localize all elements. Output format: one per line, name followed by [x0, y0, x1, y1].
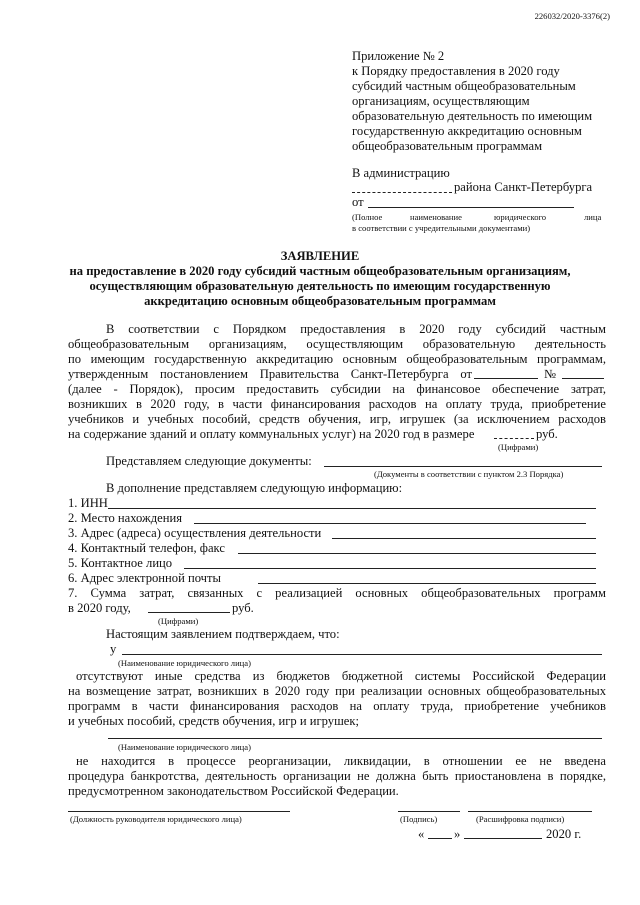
- body-text: не находится в процессе реорганизации, ликвидации, в отношении ее не введена: [76, 754, 606, 768]
- info-item: 2. Место нахождения: [68, 511, 183, 525]
- appendix-line: субсидий частным общеобразовательным: [352, 79, 576, 93]
- inn-blank[interactable]: [108, 508, 596, 509]
- appendix-line: общеобразовательным программам: [352, 139, 543, 153]
- info-item: 4. Контактный телефон, факс: [68, 541, 225, 555]
- documents-blank[interactable]: [324, 466, 602, 467]
- position-note: (Должность руководителя юридического лица): [70, 814, 242, 824]
- district-blank[interactable]: [352, 192, 452, 193]
- addressee-note: (Полное: [352, 212, 383, 222]
- confirm-text: Настоящим заявлением подтверждаем, что:: [106, 627, 340, 641]
- document-title: ЗАЯВЛЕНИЕ: [280, 249, 360, 263]
- addressee-note: в соответствии с учредительными документами): [352, 223, 531, 233]
- addressee-to: В администрацию: [352, 166, 450, 180]
- info-item: 6. Адрес электронной почты: [68, 571, 221, 585]
- signature-note: (Подпись): [400, 814, 438, 824]
- documents-note: (Документы в соответствии с пунктом 2.3 Порядка): [374, 469, 564, 479]
- body-text: по имеющим государственную аккредитацию основным общеобразовательным программам,: [68, 352, 606, 366]
- activity-address-blank[interactable]: [332, 538, 596, 539]
- amount-blank[interactable]: [494, 438, 534, 439]
- decree-number-blank[interactable]: [562, 378, 604, 379]
- addressee-note: юридического: [494, 212, 547, 222]
- body-text: утвержденным постановлением Правительства Санкт-Петербурга от: [68, 367, 472, 381]
- date-open-quote: «: [418, 827, 425, 841]
- body-text: на содержание зданий и оплату коммунальных услуг) на 2020 год в размере: [68, 427, 475, 441]
- body-text: отсутствуют иные средства из бюджетов бюджетной системы Российской Федерации: [76, 669, 606, 683]
- org-name-blank-2[interactable]: [108, 738, 602, 739]
- email-blank[interactable]: [258, 583, 596, 584]
- rub-label: руб.: [232, 601, 254, 615]
- appendix-title: Приложение № 2: [352, 49, 445, 63]
- applicant-name-blank[interactable]: [368, 207, 574, 208]
- decree-date-blank[interactable]: [474, 378, 538, 379]
- appendix-line: к Порядку предоставления в 2020 году: [352, 64, 560, 78]
- body-text: возникших в 2020 году, в части финансирования расходов на оплату труда, приобретение: [68, 397, 606, 411]
- figures-note: (Цифрами): [498, 442, 539, 452]
- body-text: учебников и учебных пособий, средств обучения, игр, игрушек (за исключением расходов: [68, 412, 606, 426]
- phone-fax-blank[interactable]: [238, 553, 596, 554]
- document-subtitle: на предоставление в 2020 году субсидий частным общеобразовательным организациям,: [69, 264, 571, 278]
- addressee-district: района Санкт-Петербурга: [454, 180, 593, 194]
- body-text: предусмотренном законодательством Российской Федерации.: [68, 784, 399, 798]
- position-blank[interactable]: [68, 811, 290, 812]
- contact-person-blank[interactable]: [184, 568, 596, 569]
- rub-label: руб.: [536, 427, 558, 441]
- org-name-note: (Наименование юридического лица): [118, 742, 251, 752]
- decoding-blank[interactable]: [468, 811, 592, 812]
- info-item: 5. Контактное лицо: [68, 556, 173, 570]
- appendix-line: образовательную деятельность по имеющим: [352, 109, 593, 123]
- figures-note: (Цифрами): [158, 616, 199, 626]
- costs-amount-blank[interactable]: [148, 612, 230, 613]
- appendix-line: организациям, осуществляющим: [352, 94, 530, 108]
- appendix-line: государственную аккредитацию основным: [352, 124, 582, 138]
- addressee-note: лица: [584, 212, 602, 222]
- location-blank[interactable]: [194, 523, 586, 524]
- number-sign: №: [544, 367, 557, 381]
- date-year: 2020 г.: [546, 827, 582, 841]
- body-text: и учебных пособий, средств обучения, игр и игрушек;: [68, 714, 359, 728]
- org-name-note: (Наименование юридического лица): [118, 658, 251, 668]
- addressee-from: от: [352, 195, 364, 209]
- org-name-blank[interactable]: [122, 654, 602, 655]
- document-id: 226032/2020-3376(2): [534, 11, 610, 21]
- signature-blank[interactable]: [398, 811, 460, 812]
- info-item: 3. Адрес (адреса) осуществления деятельности: [68, 526, 322, 540]
- body-text: В соответствии с Порядком предоставления в 2020 году субсидий частным: [106, 322, 606, 336]
- info-item: 1. ИНН: [68, 496, 108, 510]
- info-item: в 2020 году,: [68, 601, 131, 615]
- documents-label: Представляем следующие документы:: [106, 454, 312, 468]
- info-item: 7. Сумма затрат, связанных с реализацией основных общеобразовательных программ: [68, 586, 606, 600]
- u-letter: у: [110, 642, 117, 656]
- body-text: программ в части финансирования расходов на оплату труда, приобретение учебников: [68, 699, 606, 713]
- info-intro: В дополнение представляем следующую информацию:: [106, 481, 403, 495]
- body-text: (далее - Порядок), просим предоставить субсидии на финансовое обеспечение затрат,: [68, 382, 606, 396]
- body-text: процедура банкротства, деятельность организации не должна быть приостановлена в порядке,: [68, 769, 606, 783]
- document-subtitle: осуществляющим образовательную деятельность по имеющим государственную: [89, 279, 551, 293]
- addressee-note: наименование: [410, 212, 462, 222]
- date-day-blank[interactable]: [428, 838, 452, 839]
- decoding-note: (Расшифровка подписи): [476, 814, 565, 824]
- body-text: общеобразовательным организациям, осуществляющим образовательную деятельность: [68, 337, 606, 351]
- body-text: на возмещение затрат, возникших в 2020 году при реализации основных общеобразовательных: [68, 684, 606, 698]
- date-month-blank[interactable]: [464, 838, 542, 839]
- document-subtitle: аккредитацию основным общеобразовательным программам: [144, 294, 496, 308]
- date-close-quote: »: [454, 827, 461, 841]
